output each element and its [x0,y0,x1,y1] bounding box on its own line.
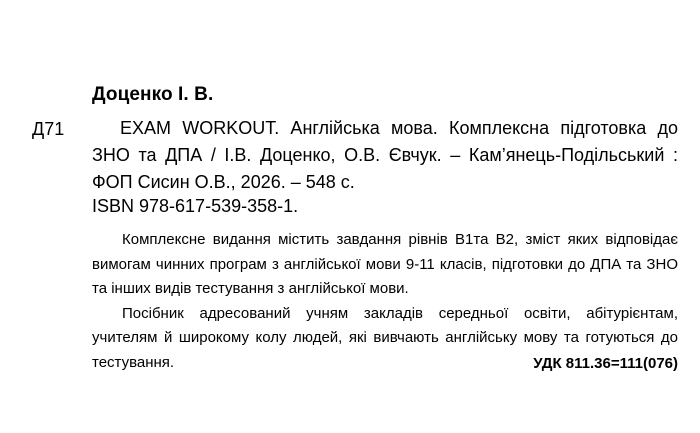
author-heading: Доценко І. В. [92,84,214,105]
isbn-line: ISBN 978-617-539-358-1. [92,196,299,216]
udk-code: УДК 811.36=111(076) [533,355,678,372]
title-and-imprint: EXAM WORKOUT. Англійська мова. Комплексна підготовка до ЗНО та ДПА / І.В. Доценко, О.В. Євчук. – Кам’янець-Подільський : ФОП Сисин О.В., 2026. – 548 с. [92,118,678,192]
annotation-paragraph: Посібник адресований учням закладів середньої освіти, абітурієнтам, учителям й широкому колу людей, які вивчають англійську мову та готуються до тестування. [92,304,678,371]
annotation [92,228,678,375]
annotation-paragraph: Комплексне видання містить завдання рівнів В1та В2, зміст яких відповідає вимогам чинних програм з англійської мови 9-11 класів, підготовки до ДПА та ЗНО та інших видів тестування з англійської мови. [92,231,678,297]
author-classmark: Д71 [32,119,65,139]
bibliographic-description [92,115,678,196]
